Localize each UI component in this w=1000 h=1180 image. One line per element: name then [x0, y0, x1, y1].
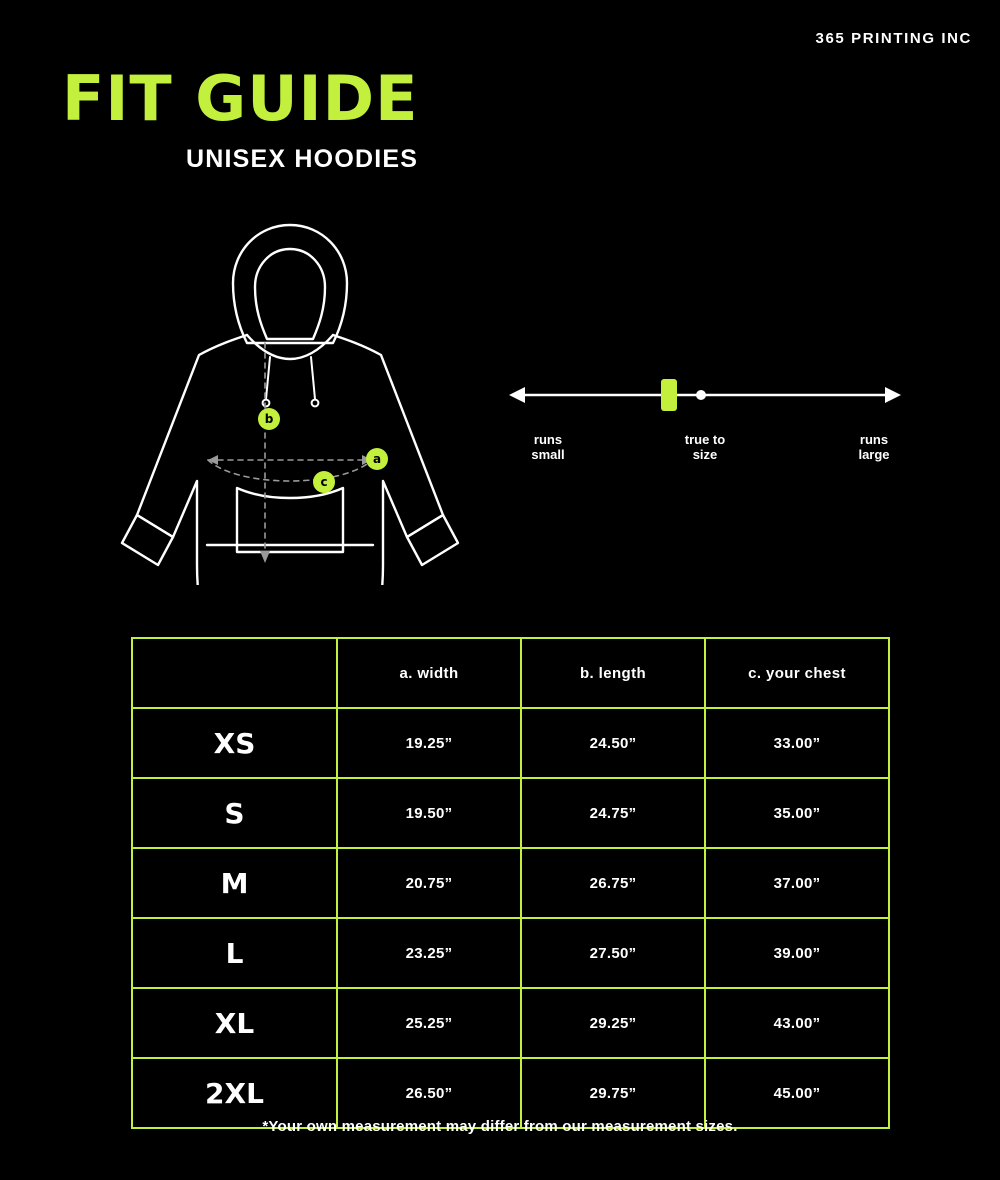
- table-header-width: a. width: [337, 638, 521, 708]
- cell-length: 24.50”: [521, 708, 705, 778]
- fit-scale-label-large-line2: large: [858, 447, 890, 462]
- cell-size: S: [132, 778, 337, 848]
- table-header-chest: c. your chest: [705, 638, 889, 708]
- hoodie-illustration: [80, 215, 500, 590]
- cell-width: 26.50”: [337, 1058, 521, 1128]
- table-header-size: [132, 638, 337, 708]
- cell-chest: 33.00”: [705, 708, 889, 778]
- table-header-row: [132, 638, 889, 708]
- fit-scale-label-small-line1: runs: [533, 432, 563, 447]
- fit-scale-label-true: [670, 432, 740, 462]
- table-header-length: b. length: [521, 638, 705, 708]
- cell-width: 25.25”: [337, 988, 521, 1058]
- fit-scale: [505, 370, 905, 425]
- cell-chest: 43.00”: [705, 988, 889, 1058]
- table-row: [132, 778, 889, 848]
- size-table-wrapper: [131, 637, 888, 1129]
- callout-b: b: [258, 408, 280, 430]
- table-row: [132, 988, 889, 1058]
- callout-c: c: [313, 471, 335, 493]
- cell-length: 29.75”: [521, 1058, 705, 1128]
- cell-chest: 39.00”: [705, 918, 889, 988]
- fit-scale-label-true-line2: size: [692, 447, 718, 462]
- fit-scale-label-true-line1: true to: [684, 432, 726, 447]
- cell-size: XS: [132, 708, 337, 778]
- cell-width: 20.75”: [337, 848, 521, 918]
- page-subtitle: UNISEX HOODIES: [186, 145, 419, 173]
- table-row: [132, 848, 889, 918]
- cell-size: 2XL: [132, 1058, 337, 1128]
- fit-scale-label-small: [513, 432, 583, 462]
- table-row: [132, 708, 889, 778]
- cell-width: 19.25”: [337, 708, 521, 778]
- fit-scale-labels: [505, 432, 905, 472]
- cell-length: 27.50”: [521, 918, 705, 988]
- page-title: FIT GUIDE: [62, 62, 419, 135]
- cell-size: L: [132, 918, 337, 988]
- cell-chest: 37.00”: [705, 848, 889, 918]
- cell-chest: 35.00”: [705, 778, 889, 848]
- cell-width: 23.25”: [337, 918, 521, 988]
- cell-size: M: [132, 848, 337, 918]
- brand-name: 365 PRINTING INC: [815, 30, 972, 47]
- fit-scale-label-large-line1: runs: [859, 432, 889, 447]
- table-row: [132, 918, 889, 988]
- size-table: [131, 637, 890, 1129]
- cell-length: 29.25”: [521, 988, 705, 1058]
- cell-length: 26.75”: [521, 848, 705, 918]
- callout-a: a: [366, 448, 388, 470]
- fit-scale-label-small-line2: small: [531, 447, 565, 462]
- fit-scale-label-large: [843, 432, 905, 462]
- footnote: *Your own measurement may differ from our measurement sizes.: [262, 1118, 738, 1135]
- fit-scale-marker: [661, 379, 677, 411]
- cell-width: 19.50”: [337, 778, 521, 848]
- cell-size: XL: [132, 988, 337, 1058]
- cell-length: 24.75”: [521, 778, 705, 848]
- cell-chest: 45.00”: [705, 1058, 889, 1128]
